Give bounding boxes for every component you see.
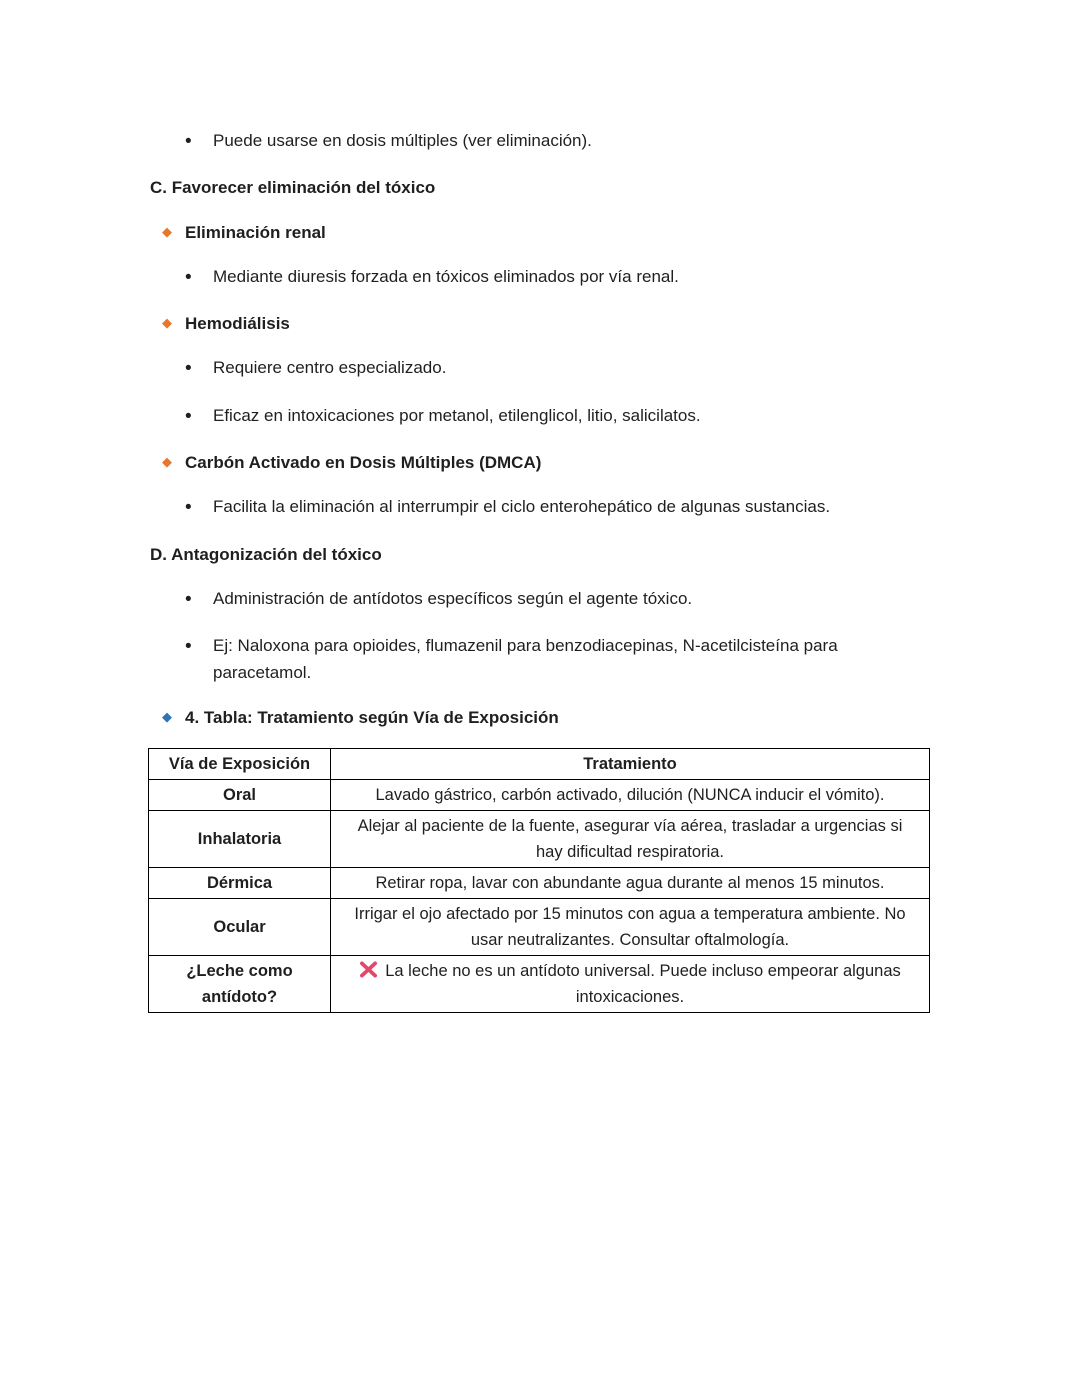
table-row (149, 956, 930, 1013)
bullet-dot-icon (185, 354, 213, 384)
table-cell-treatment: Lavado gástrico, carbón activado, dilución (NUNCA inducir el vómito). (331, 779, 930, 810)
column-header-via: Vía de Exposición (149, 748, 331, 779)
table-cell-via: ¿Leche como antídoto? (149, 956, 331, 1013)
list-item-label: Eliminación renal (185, 222, 326, 242)
section-d-heading: D. Antagonización del tóxico (150, 544, 382, 564)
bullet-text: Mediante diuresis forzada en tóxicos eliminados por vía renal. (213, 266, 679, 286)
bullet-list-item (185, 354, 930, 384)
bullet-text: Eficaz en intoxicaciones por metanol, etilenglicol, litio, salicilatos. (213, 405, 701, 425)
bullet-list-item (185, 402, 930, 432)
bullet-list-item (185, 632, 930, 686)
table-header-row (149, 748, 930, 779)
list-item-hemodialisis (162, 310, 930, 337)
table-cell-via: Inhalatoria (149, 810, 331, 867)
table-cell-treatment: Retirar ropa, lavar con abundante agua durante al menos 15 minutos. (331, 868, 930, 899)
bullet-list-item (185, 127, 930, 157)
bullet-dot-icon (185, 127, 213, 157)
bullet-text: Requiere centro especializado. (213, 358, 447, 378)
bullet-list-item (185, 585, 930, 615)
table-row (149, 899, 930, 956)
bullet-text: Administración de antídotos específicos según el agente tóxico. (213, 588, 693, 608)
table-section-heading (162, 704, 930, 731)
table-row (149, 810, 930, 867)
table-cell-treatment (331, 956, 930, 1013)
bullet-dot-icon (185, 585, 213, 615)
diamond-bullet-icon (162, 219, 185, 246)
section-c-heading: C. Favorecer eliminación del tóxico (150, 178, 436, 198)
bullet-text: Puede usarse en dosis múltiples (ver eliminación). (213, 131, 592, 150)
bullet-dot-icon (185, 402, 213, 432)
table-cell-text: La leche no es un antídoto universal. Puede incluso empeorar algunas intoxicaciones. (385, 962, 901, 1007)
bullet-text: Facilita la eliminación al interrumpir el ciclo enterohepático de algunas sustancias. (213, 497, 831, 517)
table-row (149, 779, 930, 810)
bullet-text: Ej: Naloxona para opioides, flumazenil para benzodiacepinas, N-acetilcisteína para paracetamol. (213, 636, 838, 683)
table-cell-via: Oral (149, 779, 331, 810)
table-cell-treatment: Alejar al paciente de la fuente, asegurar vía aérea, trasladar a urgencias si hay dificultad respiratoria. (331, 810, 930, 867)
bullet-list-item (185, 493, 930, 523)
table-cell-via: Ocular (149, 899, 331, 956)
list-item-eliminacion-renal (162, 219, 930, 246)
exposure-treatment-table (148, 748, 930, 1014)
bullet-list-item (185, 263, 930, 293)
table-cell-via: Dérmica (149, 868, 331, 899)
bullet-dot-icon (185, 493, 213, 523)
diamond-bullet-icon (162, 310, 185, 337)
list-item-label: Carbón Activado en Dosis Múltiples (DMCA) (185, 453, 542, 473)
bullet-dot-icon (185, 263, 213, 293)
diamond-bullet-icon (162, 704, 185, 731)
diamond-bullet-icon (162, 449, 185, 476)
list-item-label: Hemodiálisis (185, 314, 290, 334)
red-x-icon (359, 961, 378, 978)
table-section-title: 4. Tabla: Tratamiento según Vía de Exposición (185, 707, 559, 727)
table-row (149, 868, 930, 899)
table-cell-treatment: Irrigar el ojo afectado por 15 minutos con agua a temperatura ambiente. No usar neutralizantes. Consultar oftalmología. (331, 899, 930, 956)
column-header-tratamiento: Tratamiento (331, 748, 930, 779)
list-item-carbon-activado (162, 449, 930, 476)
bullet-dot-icon (185, 632, 213, 662)
